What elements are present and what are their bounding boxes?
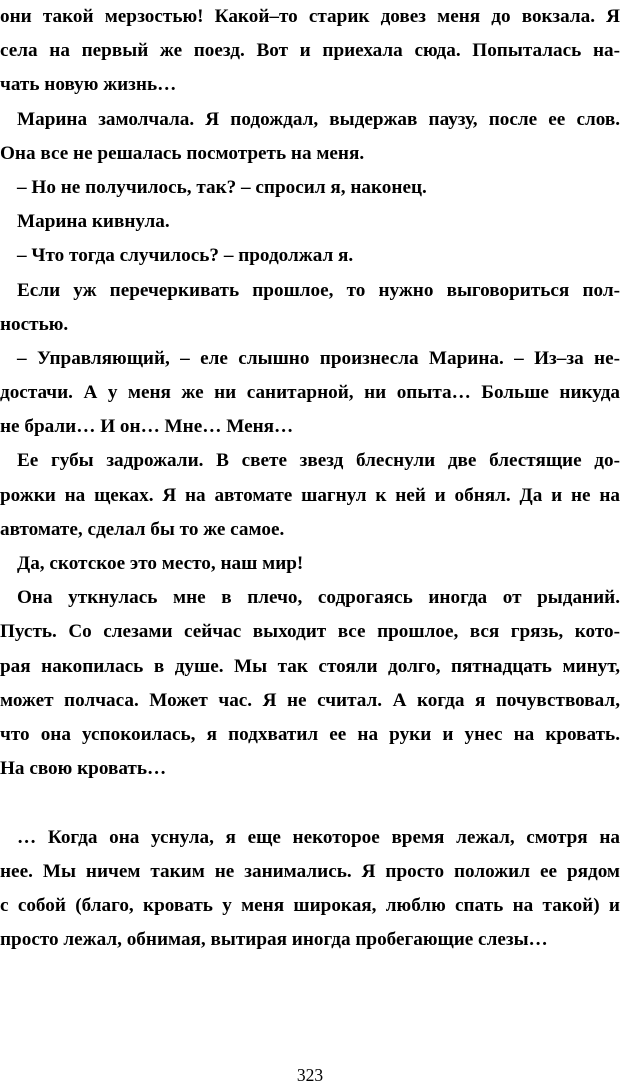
text-line: Она уткнулась мне в плечо, содрогаясь иногда от рыданий. [17,587,620,609]
text-line: рая накопилась в душе. Мы так стояли долго, пятнадцать минут, [0,655,620,677]
text-line: – Но не получилось, так? – спросил я, наконец. [17,176,427,198]
text-line: ностью. [0,313,69,335]
text-line: села на первый же поезд. Вот и приехала сюда. Попыталась на- [0,40,620,62]
text-line: Марина замолчала. Я подождал, выдержав паузу, после ее слов. [17,108,620,130]
text-line: Пусть. Со слезами сейчас выходит все прошлое, вся грязь, кото- [0,621,620,643]
text-line: рожки на щеках. Я на автомате шагнул к ней и обнял. Да и не на [0,484,620,506]
text-line: Ее губы задрожали. В свете звезд блеснули две блестящие до- [17,450,620,472]
text-line: На свою кровать… [0,758,167,780]
text-line: автомате, сделал бы то же самое. [0,518,285,540]
text-line: Она все не решалась посмотреть на меня. [0,142,365,164]
text-line: нее. Мы ничем таким не занимались. Я просто положил ее рядом [0,860,620,882]
text-line: они такой мерзостью! Какой–то старик довез меня до вокзала. Я [0,6,620,27]
text-line: просто лежал, обнимая, вытирая иногда пробегающие слезы… [0,929,548,951]
text-line: Марина кивнула. [17,211,170,233]
paragraph-gap [0,786,620,820]
text-line: что она успокоилась, я подхватил ее на руки и унес на кровать. [0,723,620,745]
text-line: – Что тогда случилось? – продолжал я. [17,245,354,267]
text-line: … Когда она уснула, я еще некоторое время лежал, смотря на [17,826,620,848]
text-line: может полчаса. Может час. Я не считал. А когда я почувствовал, [0,689,620,711]
page-number: 323 [296,1065,324,1085]
text-line: Если уж перечеркивать прошлое, то нужно выговориться пол- [17,279,620,301]
text-line: чать новую жизнь… [0,74,177,96]
text-line: не брали… И он… Мне… Меня… [0,416,294,438]
text-line: с собой (благо, кровать у меня широкая, люблю спать на такой) и [0,894,620,916]
text-line: – Управляющий, – еле слышно произнесла Марина. – Из–за не- [17,347,620,369]
text-line: достачи. А у меня же ни санитарной, ни опыта… Больше никуда [0,382,620,404]
text-line: Да, скотское это место, наш мир! [17,553,304,574]
